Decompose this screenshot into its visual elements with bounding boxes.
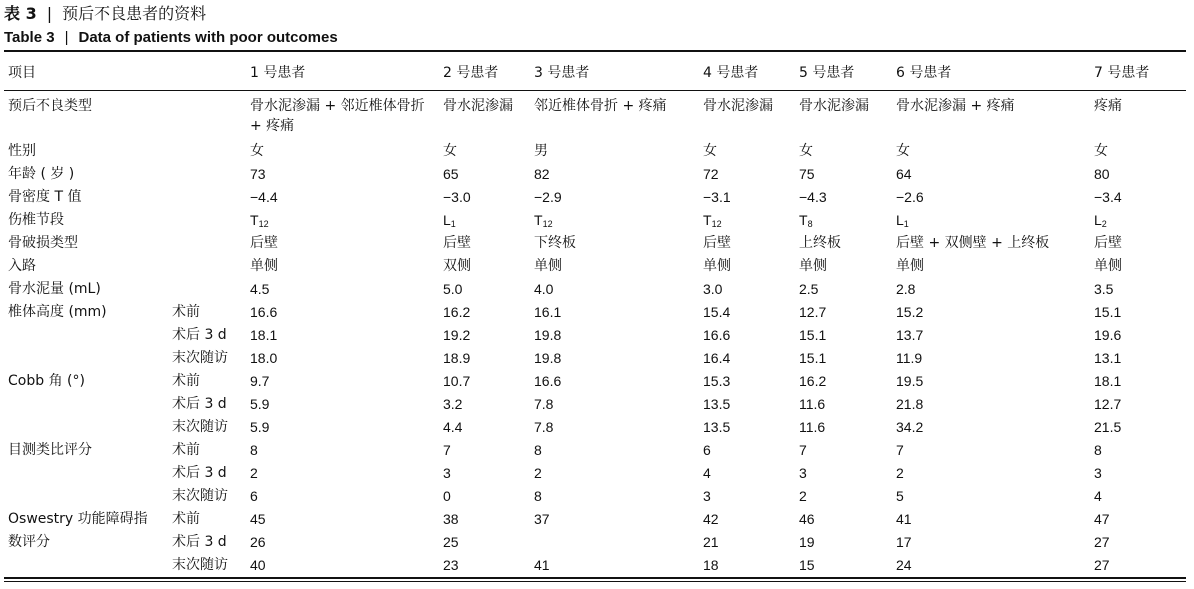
table-cell: 15 <box>799 557 815 573</box>
table-cell: 单侧 <box>703 258 731 274</box>
table-row <box>4 255 1186 278</box>
table-cell: −3.0 <box>443 189 471 205</box>
table-cell: 73 <box>250 166 266 182</box>
table-cell: 女 <box>1094 143 1108 159</box>
table-cell <box>530 531 699 554</box>
table-cell: 女 <box>703 143 717 159</box>
table-cell <box>439 209 530 232</box>
table-cell: 38 <box>443 511 459 527</box>
table-cell: 13.5 <box>703 419 731 435</box>
table-row <box>4 278 1186 301</box>
table-cell: 9.7 <box>250 373 270 389</box>
segment-number: 12 <box>711 219 722 229</box>
table-cell: 3.5 <box>1094 281 1114 297</box>
row-label: 骨密度 T 值 <box>8 189 82 205</box>
time-label: 末次随访 <box>172 350 228 366</box>
table-row <box>4 232 1186 255</box>
table-cell: 15.3 <box>703 373 731 389</box>
table-cell: 82 <box>534 166 550 182</box>
table-cell: −4.4 <box>250 189 278 205</box>
table-cell: 18.0 <box>250 350 278 366</box>
segment-letter: T <box>799 212 808 228</box>
table-cell: 6 <box>703 442 711 458</box>
row-label: 伤椎节段 <box>8 212 64 228</box>
table-cell: 0 <box>443 488 451 504</box>
table-number-en: Table 3 <box>4 29 55 46</box>
table-row <box>4 508 1186 531</box>
table-cell: 单侧 <box>896 258 924 274</box>
table-cell: 13.1 <box>1094 350 1122 366</box>
table-cell: 5.0 <box>443 281 463 297</box>
table-cell: 4.0 <box>534 281 554 297</box>
segment-number: 1 <box>450 219 456 229</box>
table-cell: 13.7 <box>896 327 924 343</box>
table-cell: 15.4 <box>703 304 731 320</box>
row-label: 入路 <box>8 258 36 274</box>
table-row <box>4 140 1186 163</box>
header-item: 项目 <box>8 65 36 81</box>
table-cell: 11.9 <box>896 350 923 366</box>
time-label: 术前 <box>172 442 200 458</box>
table-cell: 16.2 <box>799 373 827 389</box>
table-cell: −3.4 <box>1094 189 1122 205</box>
table-cell: 41 <box>534 557 550 573</box>
table-cell: 单侧 <box>799 258 827 274</box>
table-cell: 女 <box>799 143 813 159</box>
table-cell: 2 <box>799 488 807 504</box>
table-row <box>4 439 1186 462</box>
table-cell: 19.8 <box>534 327 562 343</box>
table-cell: 47 <box>1094 511 1110 527</box>
table-cell: 骨水泥渗漏 + 疼痛 <box>896 98 1015 114</box>
time-label: 术后 3 d <box>172 465 227 481</box>
header-patient-7: 7 号患者 <box>1094 65 1150 81</box>
table-cell: 17 <box>896 534 912 550</box>
header-patient-1: 1 号患者 <box>250 65 306 81</box>
table-cell: 26 <box>250 534 266 550</box>
table-cell: 双侧 <box>443 258 471 274</box>
table-cell: 10.7 <box>443 373 471 389</box>
table-cell: 12.7 <box>799 304 827 320</box>
table-cell: 21.5 <box>1094 419 1122 435</box>
table-cell: 后壁 <box>703 235 731 251</box>
table-cell: 2 <box>534 465 542 481</box>
table-cell: 19.2 <box>443 327 471 343</box>
table-cell <box>699 209 795 232</box>
table-cell: 27 <box>1094 534 1110 550</box>
time-label: 术前 <box>172 304 200 320</box>
table-cell: 8 <box>534 442 542 458</box>
table-cell: 5.9 <box>250 419 270 435</box>
table-cell <box>892 209 1090 232</box>
table-row <box>4 186 1186 209</box>
group-label-continued: 数评分 <box>8 534 50 550</box>
table-cell: 24 <box>896 557 912 573</box>
row-label: 骨水泥量 (mL) <box>8 281 101 297</box>
table-cell: 骨水泥渗漏 <box>799 98 869 114</box>
table-cell: 19.8 <box>534 350 562 366</box>
segment-number: 1 <box>903 219 909 229</box>
table-cell: 2 <box>250 465 258 481</box>
table-cell: 2.8 <box>896 281 916 297</box>
table-cell <box>530 209 699 232</box>
table-cell: 4 <box>703 465 711 481</box>
table-cell: 下终板 <box>534 235 576 251</box>
table-number-cn: 表 3 <box>4 4 37 23</box>
row-label: 性别 <box>8 143 36 159</box>
table-row <box>4 462 1186 485</box>
table-caption-en <box>4 28 338 48</box>
table-cell: 11.6 <box>799 419 826 435</box>
table-cell: 疼痛 <box>1094 98 1122 114</box>
segment-letter: L <box>896 212 904 228</box>
time-label: 末次随访 <box>172 488 228 504</box>
segment-letter: L <box>443 212 451 228</box>
time-label: 末次随访 <box>172 419 228 435</box>
segment-letter: L <box>1094 212 1102 228</box>
segment-number: 12 <box>542 219 553 229</box>
table-cell: −2.9 <box>534 189 562 205</box>
table-cell: 21.8 <box>896 396 924 412</box>
table-cell: 8 <box>250 442 258 458</box>
table-cell: 后壁 + 双侧壁 + 上终板 <box>896 235 1050 251</box>
table-title-en: Data of patients with poor outcomes <box>78 29 338 46</box>
header-patient-2: 2 号患者 <box>443 65 499 81</box>
table-cell: 3 <box>703 488 711 504</box>
table-cell: 19.6 <box>1094 327 1122 343</box>
row-label: 骨破损类型 <box>8 235 78 251</box>
row-label: 年龄 ( 岁 ) <box>8 166 75 182</box>
table-cell: 37 <box>534 511 550 527</box>
table-cell: 女 <box>250 143 264 159</box>
time-label: 术后 3 d <box>172 534 227 550</box>
table-cell: 7 <box>896 442 904 458</box>
group-label: Cobb 角 (°) <box>8 373 85 389</box>
group-label: 椎体高度 (mm) <box>8 304 107 320</box>
table-cell: 骨水泥渗漏 <box>443 98 513 114</box>
table-row <box>4 209 1186 232</box>
table-cell: 34.2 <box>896 419 924 435</box>
table-cell: 16.4 <box>703 350 731 366</box>
table-row <box>4 393 1186 416</box>
table-title-cn: 预后不良患者的资料 <box>62 4 207 23</box>
table-cell: 64 <box>896 166 912 182</box>
table-cell: 15.1 <box>1094 304 1122 320</box>
segment-letter: T <box>534 212 543 228</box>
header-row <box>4 56 1186 90</box>
table-cell: 16.2 <box>443 304 471 320</box>
group-label: 目测类比评分 <box>8 442 92 458</box>
segment-letter: T <box>703 212 712 228</box>
table-cell: −3.1 <box>703 189 731 205</box>
table-cell <box>246 209 439 232</box>
table-cell: 单侧 <box>534 258 562 274</box>
table-cell <box>795 209 892 232</box>
table-cell: 11.6 <box>799 396 826 412</box>
table-cell: 42 <box>703 511 719 527</box>
table-cell: 后壁 <box>443 235 471 251</box>
header-patient-3: 3 号患者 <box>534 65 590 81</box>
table-row <box>4 301 1186 324</box>
header-patient-4: 4 号患者 <box>703 65 759 81</box>
table-cell: 46 <box>799 511 815 527</box>
table-cell: 27 <box>1094 557 1110 573</box>
table-row <box>4 416 1186 439</box>
table-cell: 6 <box>250 488 258 504</box>
table-cell: 后壁 <box>250 235 278 251</box>
table-cell: 13.5 <box>703 396 731 412</box>
table-cell <box>1090 209 1186 232</box>
group-label: Oswestry 功能障碍指 <box>8 511 148 527</box>
table-cell: −2.6 <box>896 189 924 205</box>
table-cell: 女 <box>896 143 910 159</box>
table-cell: 邻近椎体骨折 + 疼痛 <box>534 98 667 114</box>
table-cell: 7 <box>799 442 807 458</box>
bottom-rule <box>4 577 1186 579</box>
table-row <box>4 531 1186 554</box>
table-cell: 2.5 <box>799 281 819 297</box>
table-cell: 4 <box>1094 488 1102 504</box>
table-cell: 72 <box>703 166 719 182</box>
table-row <box>4 554 1186 577</box>
table-cell: 25 <box>443 534 459 550</box>
time-label: 术前 <box>172 373 200 389</box>
table-cell: 后壁 <box>1094 235 1122 251</box>
table-cell: 75 <box>799 166 815 182</box>
table-cell: 单侧 <box>1094 258 1122 274</box>
table-row <box>4 90 1186 140</box>
table-cell: 65 <box>443 166 459 182</box>
bottom-rule-thin <box>4 581 1186 582</box>
time-label: 末次随访 <box>172 557 228 573</box>
table-cell: 40 <box>250 557 266 573</box>
table-cell: 单侧 <box>250 258 278 274</box>
table-cell: 16.1 <box>534 304 562 320</box>
segment-letter: T <box>250 212 259 228</box>
table-cell: 21 <box>703 534 719 550</box>
table-row <box>4 485 1186 508</box>
table-cell: 12.7 <box>1094 396 1122 412</box>
table-cell: −4.3 <box>799 189 827 205</box>
table-cell: 7 <box>443 442 451 458</box>
table-cell: 7.8 <box>534 396 554 412</box>
table-row <box>4 163 1186 186</box>
table-cell: 上终板 <box>799 235 841 251</box>
segment-number: 8 <box>807 219 813 229</box>
table-cell: 45 <box>250 511 266 527</box>
table-cell: 18.1 <box>250 327 278 343</box>
table-cell: 19 <box>799 534 815 550</box>
table-cell: 8 <box>1094 442 1102 458</box>
segment-number: 12 <box>258 219 269 229</box>
header-patient-6: 6 号患者 <box>896 65 952 81</box>
table-cell: 4.5 <box>250 281 270 297</box>
table-cell: 男 <box>534 143 548 159</box>
table-cell: 骨水泥渗漏 <box>703 98 773 114</box>
table-cell: 4.4 <box>443 419 463 435</box>
table-cell: 3 <box>1094 465 1102 481</box>
table-cell: 15.1 <box>799 350 827 366</box>
segment-number: 2 <box>1101 219 1107 229</box>
table-cell: 18.9 <box>443 350 471 366</box>
table-cell: 2 <box>896 465 904 481</box>
patient-data-table <box>4 56 1186 577</box>
table-cell: 15.1 <box>799 327 827 343</box>
table-cell: 女 <box>443 143 457 159</box>
table-row <box>4 347 1186 370</box>
table-cell: 80 <box>1094 166 1110 182</box>
caption-separator: | <box>46 4 53 23</box>
table-cell: 16.6 <box>250 304 278 320</box>
time-label: 术后 3 d <box>172 396 227 412</box>
table-cell: 3.2 <box>443 396 463 412</box>
table-cell: 5.9 <box>250 396 270 412</box>
time-label: 术后 3 d <box>172 327 227 343</box>
table-cell: 18 <box>703 557 719 573</box>
table-cell: 23 <box>443 557 459 573</box>
table-cell: 16.6 <box>703 327 731 343</box>
row-label: 预后不良类型 <box>8 98 92 114</box>
table-cell: 18.1 <box>1094 373 1122 389</box>
table-cell: 5 <box>896 488 904 504</box>
table-cell: 骨水泥渗漏 + 邻近椎体骨折 + 疼痛 <box>250 98 425 134</box>
table-cell: 3 <box>799 465 807 481</box>
table-caption-cn <box>4 4 206 24</box>
caption-separator: | <box>64 29 69 46</box>
table-cell: 19.5 <box>896 373 924 389</box>
table-cell: 41 <box>896 511 912 527</box>
time-label: 术前 <box>172 511 200 527</box>
table-cell: 7.8 <box>534 419 554 435</box>
top-rule <box>4 50 1186 52</box>
header-patient-5: 5 号患者 <box>799 65 855 81</box>
table-cell: 8 <box>534 488 542 504</box>
table-cell: 3 <box>443 465 451 481</box>
table-cell: 3.0 <box>703 281 723 297</box>
table-cell: 16.6 <box>534 373 562 389</box>
table-cell: 15.2 <box>896 304 924 320</box>
table-row <box>4 324 1186 347</box>
table-row <box>4 370 1186 393</box>
